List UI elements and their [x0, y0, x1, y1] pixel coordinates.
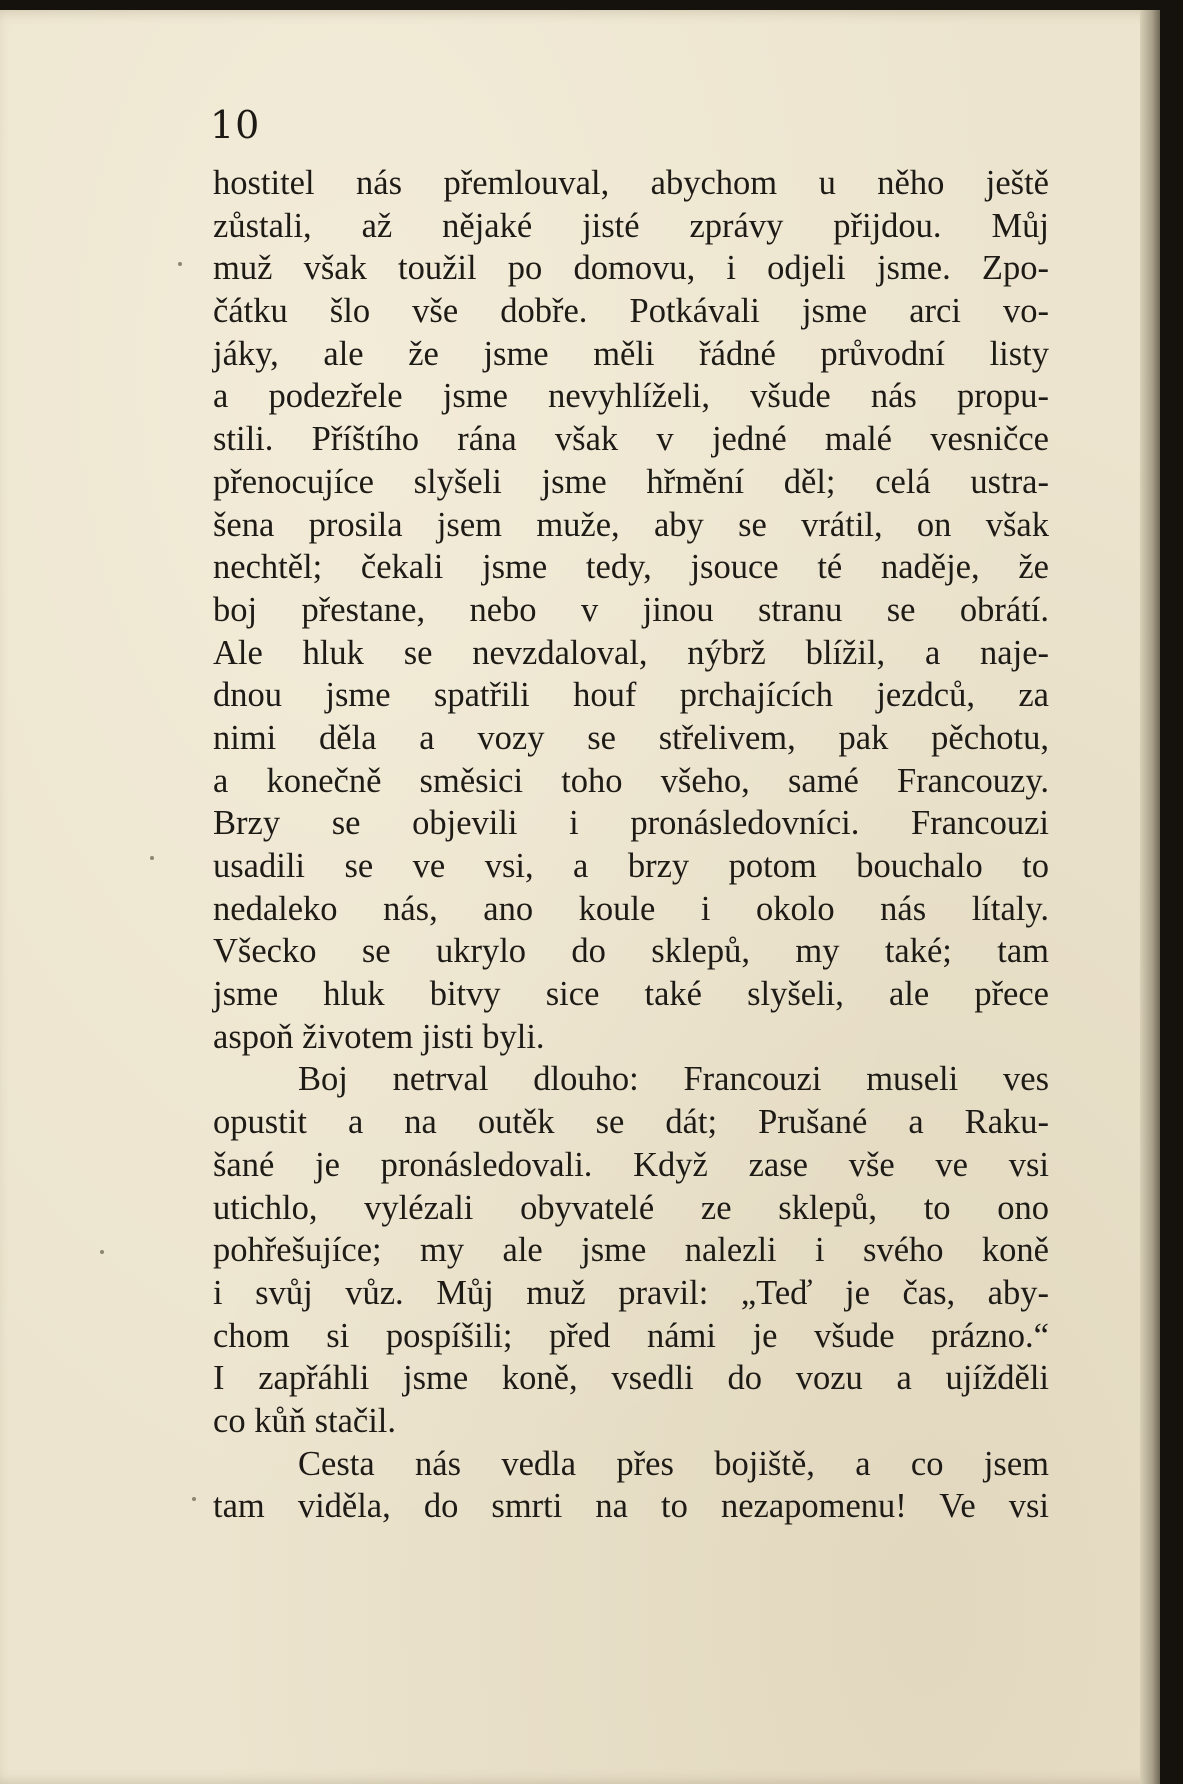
text-line: Boj netrval dlouho: Francouzi museli ves [298, 1060, 1049, 1099]
body-text [213, 162, 1049, 1528]
text-line: muž však toužil po domovu, i odjeli jsme. Zpo- [213, 249, 1049, 288]
text-line: chom si pospíšili; před námi je všude prázno.“ [213, 1316, 1049, 1355]
text-line: nimi děla a vozy se střelivem, pak pěchotu, [213, 718, 1049, 757]
text-line: pohřešujíce; my ale jsme nalezli i svého koně [213, 1231, 1049, 1270]
paper-speck [150, 856, 154, 860]
text-line: boj přestane, nebo v jinou stranu se obrátí. [213, 590, 1049, 629]
text-line: i svůj vůz. Můj muž pravil: „Teď je čas, aby- [213, 1273, 1049, 1312]
text-line: stili. Příštího rána však v jedné malé vesničce [213, 420, 1049, 459]
text-line: a podezřele jsme nevyhlíželi, všude nás propu- [213, 377, 1049, 416]
text-line: přenocujíce slyšeli jsme hřmění děl; celá ustra- [213, 462, 1049, 501]
text-line: Ale hluk se nevzdaloval, nýbrž blížil, a naje- [213, 633, 1049, 672]
text-line: Brzy se objevili i pronásledovníci. Francouzi [213, 804, 1049, 843]
text-line: nechtěl; čekali jsme tedy, jsouce té naděje, že [213, 548, 1049, 587]
paper-speck [192, 1497, 196, 1501]
page-number: 10 [210, 103, 261, 147]
text-line: usadili se ve vsi, a brzy potom bouchalo to [213, 847, 1049, 885]
paper-speck [178, 262, 182, 266]
text-line: I zapřáhli jsme koně, vsedli do vozu a ujížděli [213, 1359, 1049, 1398]
text-line: čátku šlo vše dobře. Potkávali jsme arci vo- [213, 292, 1049, 331]
text-line: tam viděla, do smrti na to nezapomenu! Ve vsi [213, 1487, 1049, 1526]
text-line: opustit a na outěk se dát; Prušané a Raku- [213, 1103, 1049, 1142]
text-line: hostitel nás přemlouval, abychom u něho ještě [213, 164, 1049, 202]
text-line: utichlo, vylézali obyvatelé ze sklepů, to ono [213, 1188, 1049, 1227]
paper-speck [100, 1250, 104, 1254]
text-line: zůstali, až nějaké jisté zprávy přijdou. Můj [213, 206, 1049, 245]
text-line: a konečně směsici toho všeho, samé Francouzy. [213, 761, 1049, 800]
text-line: dnou jsme spatřili houf prchajících jezdců, za [213, 676, 1049, 715]
text-line: šané je pronásledovali. Když zase vše ve vsi [213, 1145, 1049, 1184]
text-line: šena prosila jsem muže, aby se vrátil, on však [213, 505, 1049, 544]
text-line: Všecko se ukrylo do sklepů, my také; tam [213, 932, 1049, 971]
text-line: co kůň stačil. [213, 1401, 396, 1440]
text-line: jsme hluk bitvy sice také slyšeli, ale přece [213, 975, 1049, 1014]
text-line: nedaleko nás, ano koule i okolo nás lítaly. [213, 889, 1049, 928]
text-line: Cesta nás vedla přes bojiště, a co jsem [298, 1444, 1049, 1483]
book-spine-edge [1140, 10, 1160, 1784]
text-line: jáky, ale že jsme měli řádné průvodní listy [213, 334, 1049, 373]
text-line: aspoň životem jisti byli. [213, 1017, 545, 1056]
